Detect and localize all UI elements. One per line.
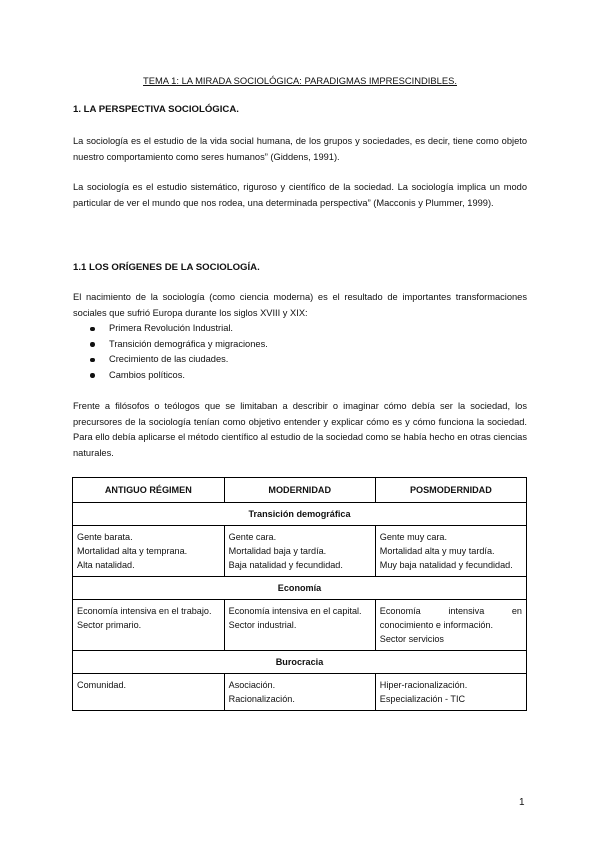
list-item: Primera Revolución Industrial. [90,321,268,337]
table-cell [73,674,225,711]
cell-line: Alta natalidad. [77,560,135,570]
table-cell [73,600,225,651]
section-title-economia: Economía [73,577,527,600]
paragraph-macconis: La sociología es el estudio sistemático, riguroso y científico de la sociedad. La sociología implica un modo particular de ver el mundo que nos rodea, una determinada perspectiva” (Macconis y Plummer, 1999). [73,182,527,208]
table-section-row [73,577,527,600]
cell-line: Mortalidad alta y temprana. [77,546,188,556]
cell-line: Gente cara. [228,532,277,542]
cell-line: Sector primario. [77,620,142,630]
table-row [73,526,527,577]
list-item: Transición demográfica y migraciones. [90,337,268,353]
list-item: Cambios políticos. [90,368,268,384]
table-cell [375,674,526,711]
table-row [73,600,527,651]
cell-line: Gente barata. [77,532,133,542]
cell-line: Economía intensiva en el capital. [228,606,362,616]
cell-line: Gente muy cara. [379,532,448,542]
table-section-row [73,651,527,674]
paragraph-precursores: Frente a filósofos o teólogos que se limitaban a describir o imaginar cómo debía ser la sociedad, los precursores de la sociología tenían como objetivo entender y explicar cómo es y cómo funciona la sociedad. Para ello debía aplicarse el método científico al estudio de la sociedad como se había hecho en otras ciencias naturales. [73,401,527,458]
document-title: TEMA 1: LA MIRADA SOCIOLÓGICA: PARADIGMAS IMPRESCINDIBLES. [143,75,457,86]
cell-line: Especialización - TIC [379,694,466,704]
table-cell [224,526,375,577]
comparison-table [72,477,527,711]
table-cell [73,526,225,577]
table-cell [224,674,375,711]
cell-line: Mortalidad baja y tardía. [228,546,327,556]
cell-line: Racionalización. [228,694,295,704]
cell-line: Sector industrial. [228,620,297,630]
table-section-row [73,503,527,526]
cell-line: Baja natalidad y fecundidad. [228,560,343,570]
table-cell [375,600,526,651]
table-row [73,674,527,711]
page-number: 1 [519,797,525,808]
section-title-burocracia: Burocracia [73,651,527,674]
section-title-transicion: Transición demográfica [73,503,527,526]
cell-line: Comunidad. [77,680,127,690]
column-header-posmodernidad: POSMODERNIDAD [375,478,526,503]
bullet-list-transformaciones [90,321,268,383]
table-cell [375,526,526,577]
cell-line: Asociación. [228,680,276,690]
cell-line: Muy baja natalidad y fecundidad. [379,560,513,570]
table-header-row [73,478,527,503]
cell-line: Sector servicios [379,634,444,644]
list-item: Crecimiento de las ciudades. [90,352,268,368]
column-header-modernidad: MODERNIDAD [224,478,375,503]
cell-line: Hiper-racionalización. [379,680,468,690]
cell-line: Mortalidad alta y muy tardía. [379,546,495,556]
paragraph-giddens: La sociología es el estudio de la vida social humana, de los grupos y sociedades, es decir, tiene como objeto nuestro comportamiento como seres humanos” (Giddens, 1991). [73,136,527,162]
table-cell [224,600,375,651]
column-header-antiguo-regimen: ANTIGUO RÉGIMEN [73,478,225,503]
section-heading-perspectiva: 1. LA PERSPECTIVA SOCIOLÓGICA. [73,104,239,115]
paragraph-nacimiento: El nacimiento de la sociología (como ciencia moderna) es el resultado de importantes transformaciones sociales que sufrió Europa durante los siglos XVIII y XIX: [73,292,527,318]
cell-line: Economía intensiva en el trabajo. [77,606,212,616]
section-heading-origenes: 1.1 LOS ORÍGENES DE LA SOCIOLOGÍA. [73,262,260,273]
cell-line: Economía intensiva en conocimiento e información. [379,606,522,630]
